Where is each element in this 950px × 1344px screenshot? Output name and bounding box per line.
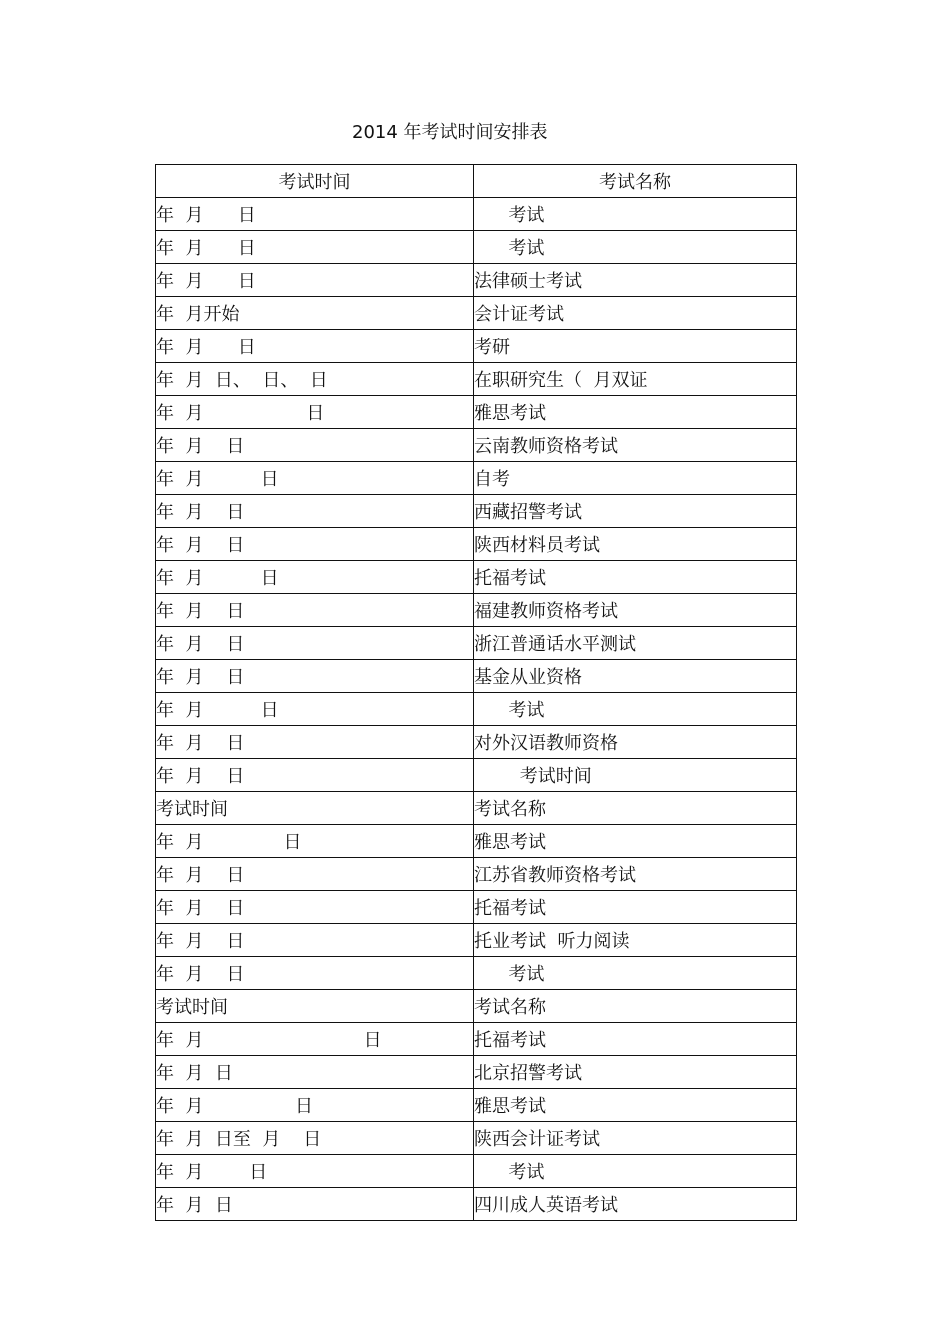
- exam-time-cell: 年 月 日: [156, 231, 474, 264]
- header-exam-name: 考试名称: [474, 165, 797, 198]
- exam-time-cell: 年 月 日: [156, 495, 474, 528]
- exam-name-cell: 托业考试 听力阅读: [474, 924, 797, 957]
- table-row: [156, 297, 797, 330]
- exam-name-cell: 雅思考试: [474, 825, 797, 858]
- table-row: [156, 627, 797, 660]
- exam-time-cell: 年 月 日: [156, 561, 474, 594]
- exam-time-cell: 年 月 日: [156, 759, 474, 792]
- table-row: [156, 792, 797, 825]
- exam-time-cell: 年 月 日: [156, 825, 474, 858]
- exam-time-cell: 年 月 日: [156, 1089, 474, 1122]
- exam-name-cell: 北京招警考试: [474, 1056, 797, 1089]
- exam-name-cell: 托福考试: [474, 891, 797, 924]
- exam-name-cell: 法律硕士考试: [474, 264, 797, 297]
- table-row: [156, 825, 797, 858]
- exam-name-cell: 考试: [474, 693, 797, 726]
- table-row: [156, 891, 797, 924]
- table-row: [156, 462, 797, 495]
- exam-name-cell: 考试时间: [474, 759, 797, 792]
- table-row: [156, 858, 797, 891]
- table-row: [156, 561, 797, 594]
- table-row: [156, 396, 797, 429]
- table-row: [156, 660, 797, 693]
- exam-name-cell: 考研: [474, 330, 797, 363]
- table-row: [156, 759, 797, 792]
- exam-name-cell: 考试: [474, 198, 797, 231]
- exam-time-cell: 年 月 日: [156, 627, 474, 660]
- exam-time-cell: 年 月 日: [156, 429, 474, 462]
- exam-time-cell: 年 月 日: [156, 1188, 474, 1221]
- exam-time-cell: 考试时间: [156, 990, 474, 1023]
- exam-time-cell: 年 月 日: [156, 693, 474, 726]
- exam-name-cell: 雅思考试: [474, 1089, 797, 1122]
- exam-time-cell: 年 月 日: [156, 1155, 474, 1188]
- exam-name-cell: 雅思考试: [474, 396, 797, 429]
- exam-name-cell: 对外汉语教师资格: [474, 726, 797, 759]
- exam-time-cell: 年 月 日: [156, 198, 474, 231]
- table-row: [156, 231, 797, 264]
- table-row: [156, 1122, 797, 1155]
- exam-time-cell: 年 月 日至 月 日: [156, 1122, 474, 1155]
- exam-time-cell: 年 月 日: [156, 330, 474, 363]
- exam-name-cell: 福建教师资格考试: [474, 594, 797, 627]
- table-row: [156, 1089, 797, 1122]
- exam-time-cell: 年 月 日: [156, 891, 474, 924]
- table-row: [156, 693, 797, 726]
- exam-time-cell: 年 月 日: [156, 396, 474, 429]
- exam-time-cell: 年 月 日: [156, 660, 474, 693]
- exam-name-cell: 陕西会计证考试: [474, 1122, 797, 1155]
- table-row: [156, 363, 797, 396]
- exam-time-cell: 年 月 日、 日、 日: [156, 363, 474, 396]
- table-row: [156, 957, 797, 990]
- exam-name-cell: 托福考试: [474, 561, 797, 594]
- exam-name-cell: 考试名称: [474, 792, 797, 825]
- exam-name-cell: 四川成人英语考试: [474, 1188, 797, 1221]
- exam-time-cell: 年 月开始: [156, 297, 474, 330]
- exam-name-cell: 会计证考试: [474, 297, 797, 330]
- table-row: [156, 429, 797, 462]
- table-row: [156, 1056, 797, 1089]
- table-row: [156, 726, 797, 759]
- table-row: [156, 1023, 797, 1056]
- exam-time-cell: 年 月 日: [156, 462, 474, 495]
- exam-name-cell: 西藏招警考试: [474, 495, 797, 528]
- table-row: [156, 330, 797, 363]
- table-row: [156, 495, 797, 528]
- exam-time-cell: 年 月 日: [156, 726, 474, 759]
- exam-name-cell: 考试: [474, 231, 797, 264]
- exam-name-cell: 基金从业资格: [474, 660, 797, 693]
- page-title: 2014 年考试时间安排表: [352, 122, 548, 143]
- exam-time-cell: 年 月 日: [156, 1056, 474, 1089]
- exam-schedule-table: [155, 164, 797, 1221]
- exam-name-cell: 考试名称: [474, 990, 797, 1023]
- exam-time-cell: 年 月 日: [156, 1023, 474, 1056]
- table-row: [156, 1155, 797, 1188]
- exam-time-cell: 考试时间: [156, 792, 474, 825]
- header-exam-time: 考试时间: [156, 165, 474, 198]
- table-row: [156, 1188, 797, 1221]
- table-header-row: [156, 165, 797, 198]
- exam-name-cell: 江苏省教师资格考试: [474, 858, 797, 891]
- exam-time-cell: 年 月 日: [156, 957, 474, 990]
- table-row: [156, 924, 797, 957]
- exam-time-cell: 年 月 日: [156, 264, 474, 297]
- table-row: [156, 198, 797, 231]
- exam-name-cell: 自考: [474, 462, 797, 495]
- table-row: [156, 990, 797, 1023]
- exam-name-cell: 考试: [474, 1155, 797, 1188]
- exam-name-cell: 陕西材料员考试: [474, 528, 797, 561]
- table-row: [156, 264, 797, 297]
- exam-name-cell: 在职研究生（ 月双证: [474, 363, 797, 396]
- exam-time-cell: 年 月 日: [156, 858, 474, 891]
- exam-name-cell: 云南教师资格考试: [474, 429, 797, 462]
- table-row: [156, 528, 797, 561]
- exam-time-cell: 年 月 日: [156, 924, 474, 957]
- table-row: [156, 594, 797, 627]
- exam-time-cell: 年 月 日: [156, 594, 474, 627]
- exam-name-cell: 考试: [474, 957, 797, 990]
- exam-name-cell: 浙江普通话水平测试: [474, 627, 797, 660]
- exam-time-cell: 年 月 日: [156, 528, 474, 561]
- exam-name-cell: 托福考试: [474, 1023, 797, 1056]
